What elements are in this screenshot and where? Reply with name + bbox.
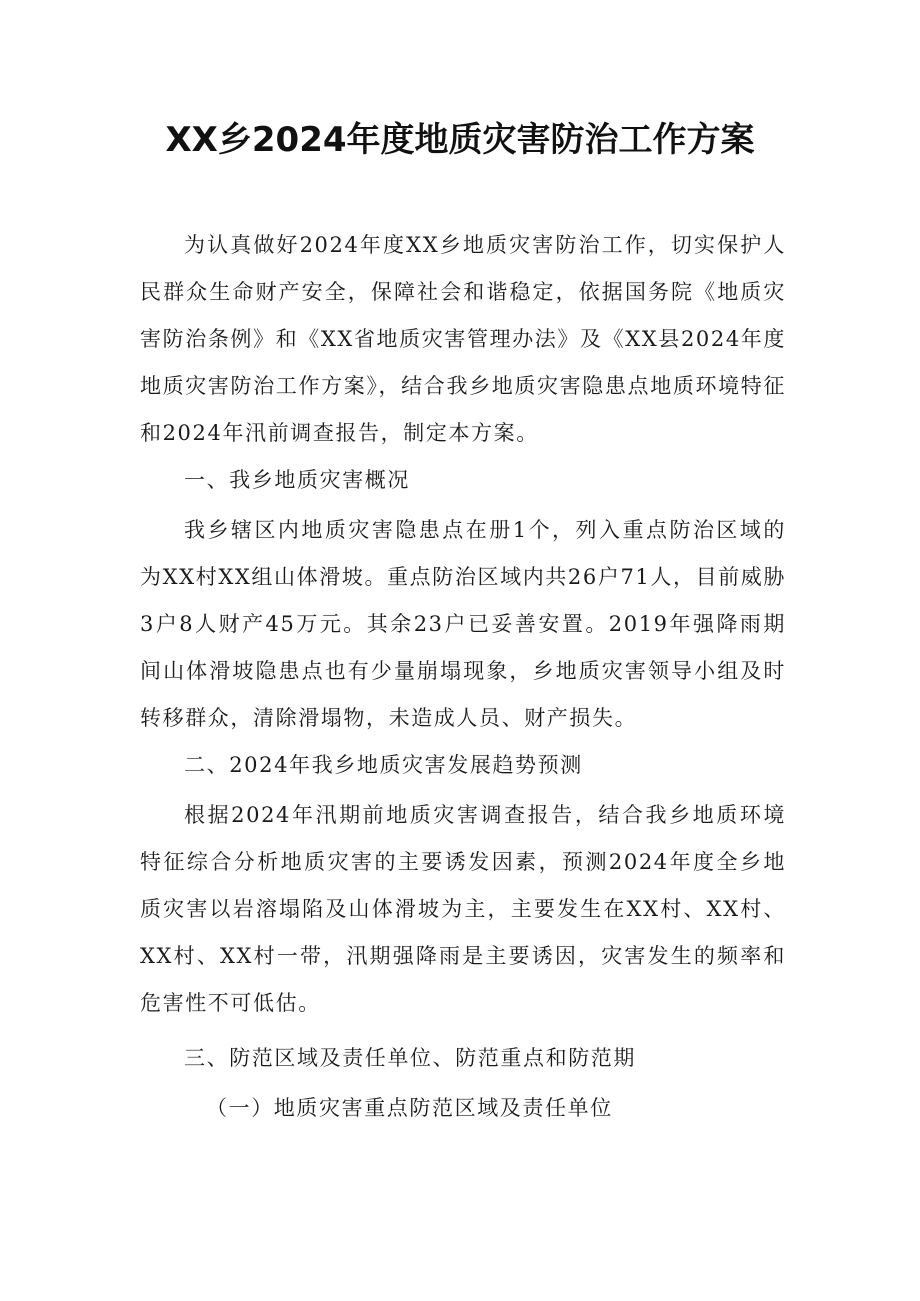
section-heading-overview: 一、我乡地质灾害概况 xyxy=(184,468,410,492)
section-heading-forecast: 二、2024年我乡地质灾害发展趋势预测 xyxy=(184,753,583,777)
document-title: XX乡2024年度地质灾害防治工作方案 xyxy=(165,120,755,160)
overview-paragraph: 我乡辖区内地质灾害隐患点在册1个，列入重点防治区域的为XX村XX组山体滑坡。重点防治区域内共26户71人，目前威胁3户8人财产45万元。其余23户已妥善安置。2019年强降雨期间山体滑坡隐患点也有少量崩塌现象，乡地质灾害领导小组及时转移群众，清除滑塌物，未造成人员、财产损失。 xyxy=(140,518,786,730)
forecast-paragraph: 根据2024年汛期前地质灾害调查报告，结合我乡地质环境特征综合分析地质灾害的主要诱发因素，预测2024年度全乡地质灾害以岩溶塌陷及山体滑坡为主，主要发生在XX村、XX村、XX村、XX村一带，汛期强降雨是主要诱因，灾害发生的频率和危害性不可低估。 xyxy=(140,803,786,1015)
intro-paragraph: 为认真做好2024年度XX乡地质灾害防治工作，切实保护人民群众生命财产安全，保障社会和谐稳定，依据国务院《地质灾害防治条例》和《XX省地质灾害管理办法》及《XX县2024年度地质灾害防治工作方案》，结合我乡地质灾害隐患点地质环境特征和2024年汛前调查报告，制定本方案。 xyxy=(140,233,786,445)
document-body xyxy=(140,222,786,1132)
subsection-heading-key-areas: （一）地质灾害重点防范区域及责任单位 xyxy=(206,1096,613,1120)
section-heading-prevention: 三、防范区域及责任单位、防范重点和防范期 xyxy=(184,1046,636,1070)
